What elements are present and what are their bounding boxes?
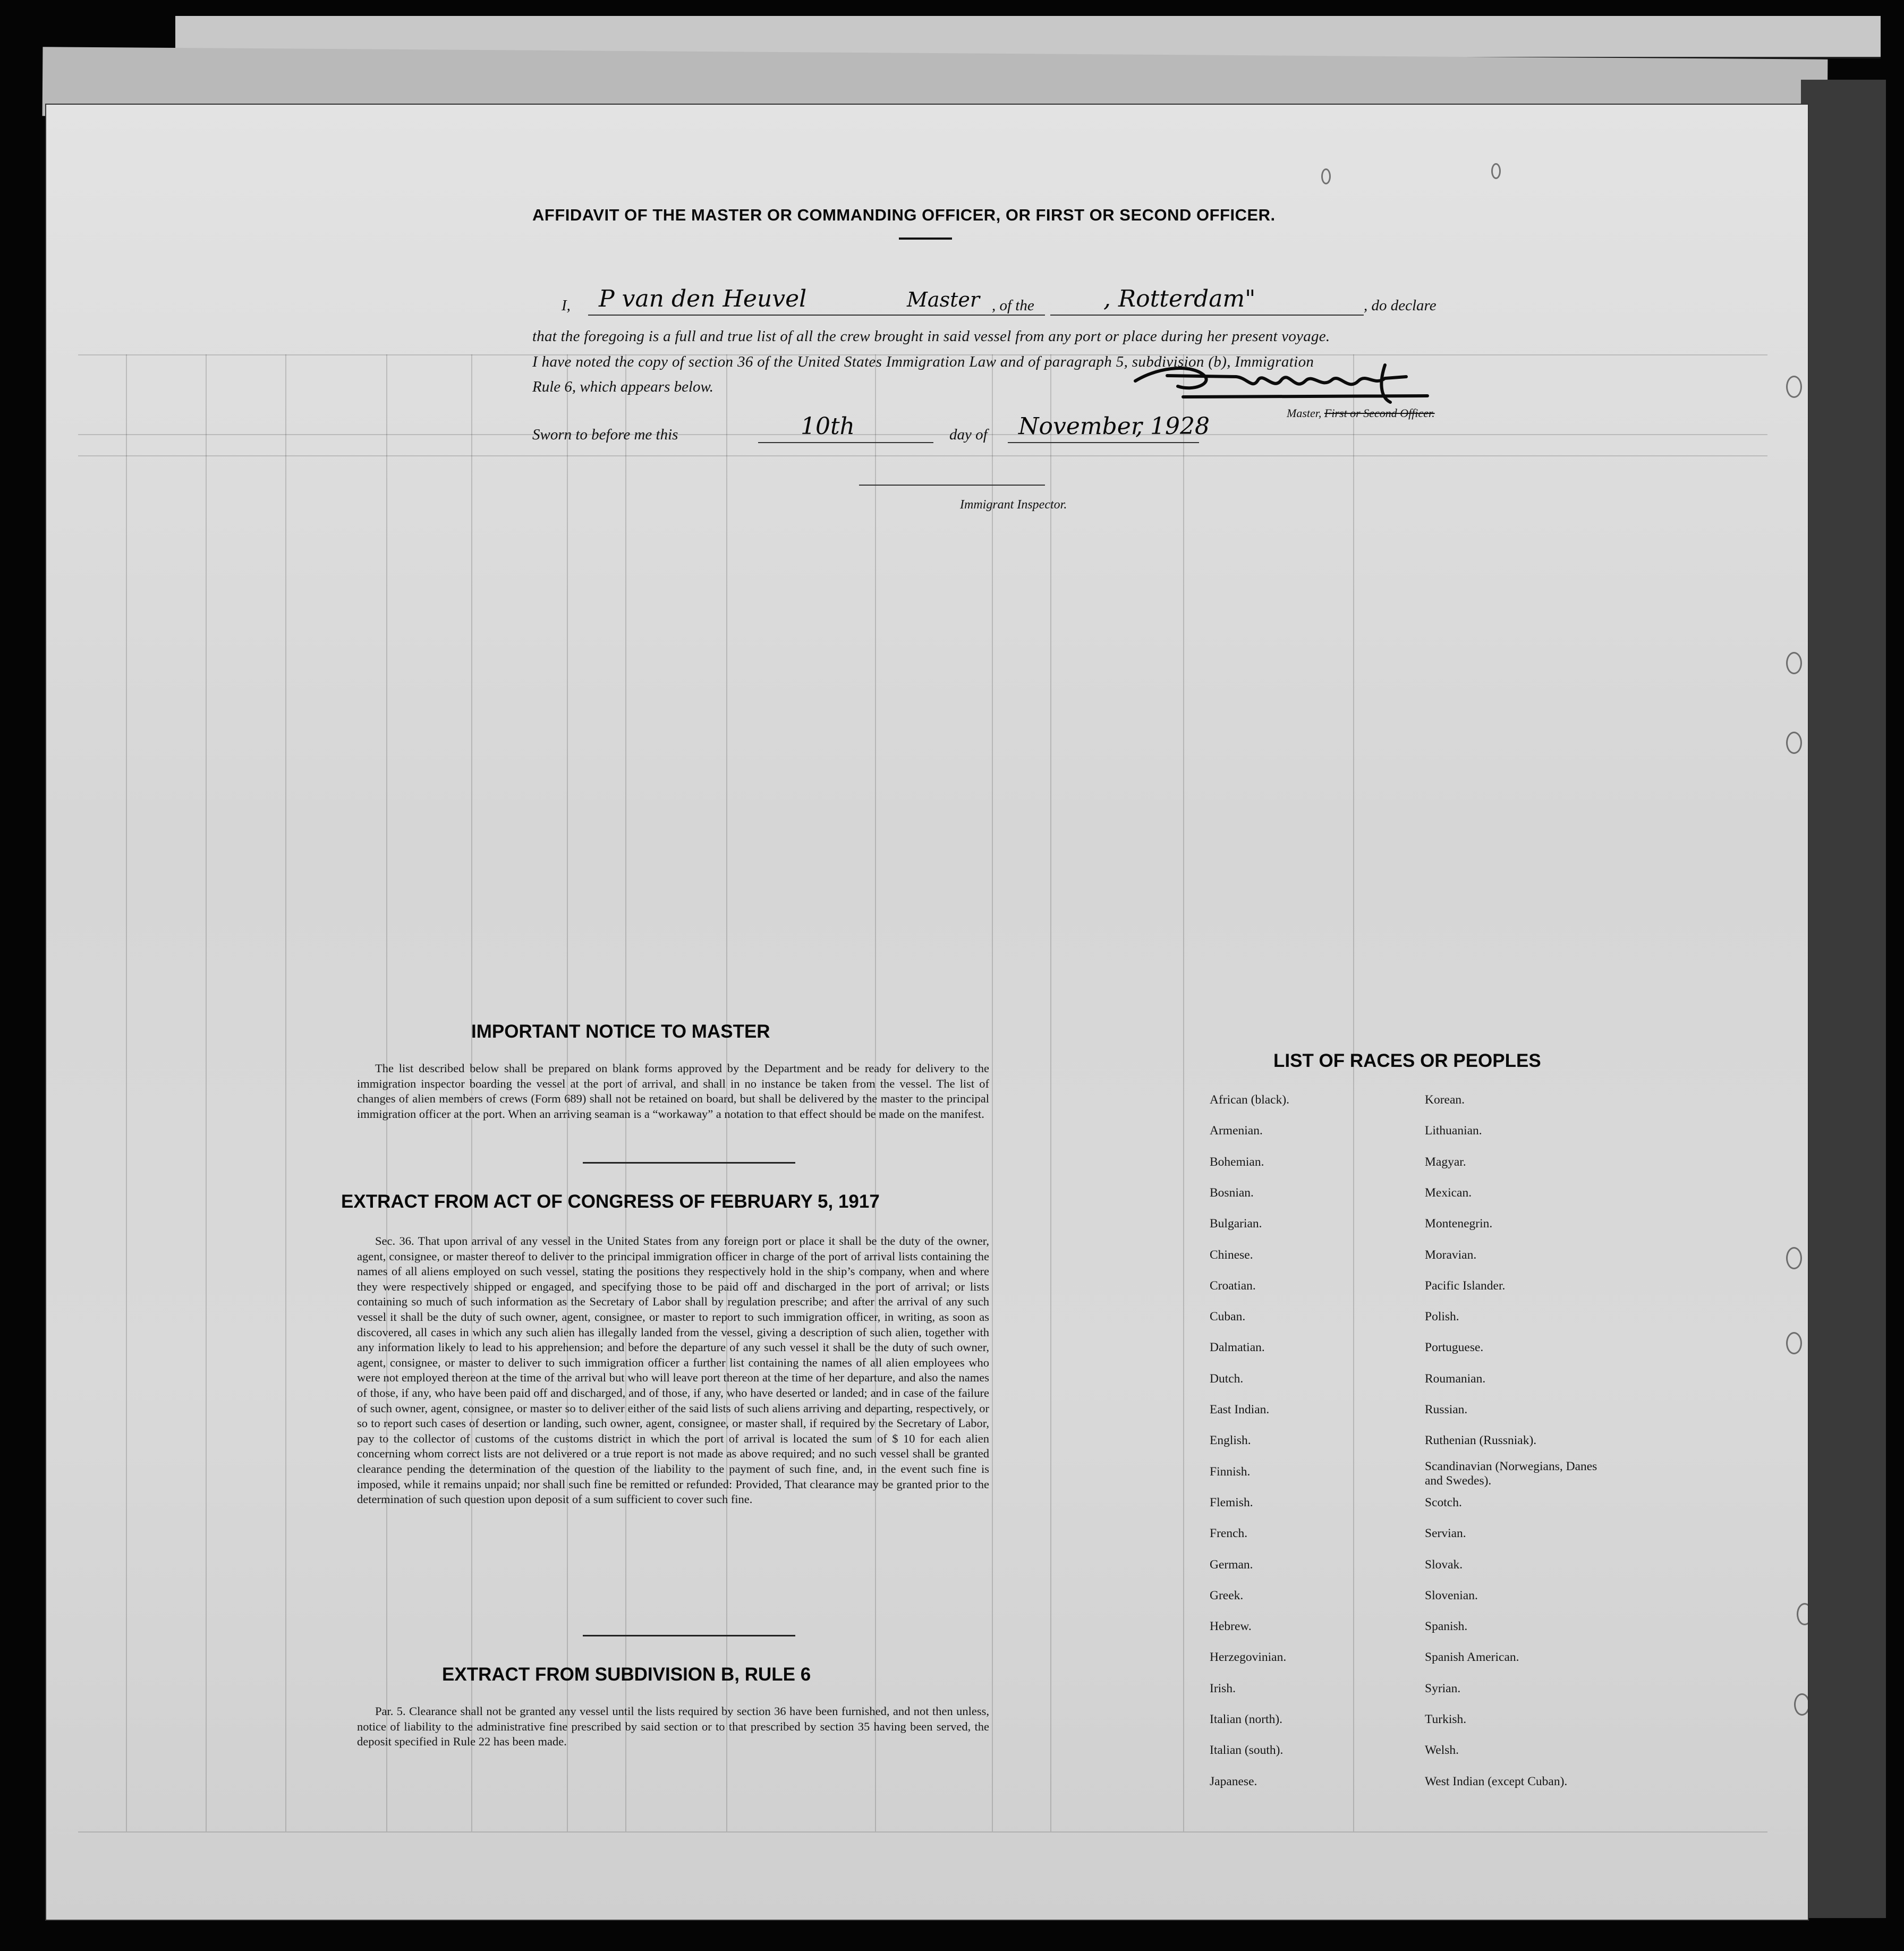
- punch-hole: [1794, 1693, 1809, 1716]
- race-item: Servian.: [1425, 1526, 1466, 1541]
- race-item: Dutch.: [1210, 1371, 1244, 1386]
- punch-hole: [1491, 163, 1501, 179]
- signature-caption-struck: First or Second Officer.: [1324, 406, 1435, 420]
- affidavit-line-4: Rule 6, which appears below.: [532, 378, 713, 395]
- race-item: West Indian (except Cuban).: [1425, 1774, 1568, 1788]
- day-of-label: day of: [949, 426, 988, 443]
- rule-text: [357, 1704, 989, 1750]
- signature-caption: [1287, 406, 1435, 420]
- race-item: Armenian.: [1210, 1124, 1263, 1138]
- master-name: P van den Heuvel: [599, 285, 807, 312]
- race-item: Dalmatian.: [1210, 1341, 1265, 1355]
- race-item: Bosnian.: [1210, 1185, 1254, 1200]
- do-declare-label: , do declare: [1364, 297, 1436, 314]
- bleed-through-manifest: [46, 105, 1808, 1920]
- race-item: Greek.: [1210, 1588, 1244, 1602]
- race-item: Roumanian.: [1425, 1371, 1486, 1386]
- race-item: Syrian.: [1425, 1681, 1461, 1695]
- race-item: Bohemian.: [1210, 1155, 1264, 1169]
- race-item: Lithuanian.: [1425, 1124, 1482, 1138]
- vessel-name: , Rotterdam": [1103, 285, 1256, 312]
- affidavit-line-2: that the foregoing is a full and true list of all the crew brought in said vessel from any port or place during her present voyage.: [532, 328, 1330, 345]
- race-item: Korean.: [1425, 1093, 1465, 1107]
- race-item: Pacific Islander.: [1425, 1278, 1506, 1293]
- race-item: French.: [1210, 1526, 1248, 1541]
- affidavit-form-page: [45, 104, 1809, 1921]
- punch-hole: [1797, 1603, 1809, 1625]
- race-item: Scandinavian (Norwegians, Danes and Swedes).: [1425, 1459, 1597, 1488]
- master-name-line: [588, 315, 1045, 316]
- background-sheet-edge: [1801, 80, 1886, 1918]
- notice-body: The list described below shall be prepared on blank forms approved by the Department and be ready for delivery to the immigration inspector boarding the vessel at the port of arrival, and shall in no instance be taken from the vessel. The list of changes of alien members of crews (Form 689) shall not be retained on board, but shall be delivered by the master to the principal immigration officer at the port. When an arriving seaman is a “workaway” a notation to that effect should be made on the manifest.: [357, 1062, 989, 1121]
- punch-hole: [1786, 652, 1802, 674]
- race-item: Scotch.: [1425, 1495, 1462, 1509]
- race-item: Herzegovinian.: [1210, 1650, 1287, 1665]
- race-item: Cuban.: [1210, 1310, 1246, 1324]
- race-item: Magyar.: [1425, 1155, 1466, 1169]
- race-item: Italian (south).: [1210, 1743, 1284, 1758]
- race-item: Ruthenian (Russniak).: [1425, 1433, 1537, 1448]
- race-item: Slovak.: [1425, 1557, 1463, 1572]
- affidavit-title: AFFIDAVIT OF THE MASTER OR COMMANDING OFFICER, OR FIRST OR SECOND OFFICER.: [532, 206, 1276, 224]
- vessel-name-line: [1050, 315, 1364, 316]
- inspector-signature-line: [859, 485, 1045, 486]
- race-item: Welsh.: [1425, 1743, 1459, 1758]
- notice-text: [357, 1061, 989, 1122]
- race-item: Finnish.: [1210, 1464, 1251, 1479]
- act-text: [357, 1234, 989, 1507]
- race-item: Montenegrin.: [1425, 1217, 1493, 1231]
- notice-divider: [583, 1162, 795, 1164]
- affidavit-intro: I,: [562, 297, 571, 314]
- punch-hole: [1786, 376, 1802, 398]
- notice-title: IMPORTANT NOTICE TO MASTER: [471, 1021, 770, 1042]
- race-item: Chinese.: [1210, 1248, 1253, 1262]
- race-item: Bulgarian.: [1210, 1217, 1262, 1231]
- race-item: Slovenian.: [1425, 1588, 1478, 1602]
- race-item: Russian.: [1425, 1403, 1468, 1416]
- race-item: East Indian.: [1210, 1403, 1270, 1416]
- act-divider: [583, 1635, 795, 1636]
- act-title: EXTRACT FROM ACT OF CONGRESS OF FEBRUARY 5, 1917: [341, 1191, 880, 1212]
- race-item: Hebrew.: [1210, 1619, 1252, 1634]
- inspector-label: Immigrant Inspector.: [960, 498, 1067, 512]
- master-signature: [1130, 360, 1459, 408]
- race-item: Flemish.: [1210, 1495, 1253, 1509]
- race-item: Croatian.: [1210, 1278, 1256, 1293]
- sworn-month: November: [1018, 413, 1142, 440]
- race-item: Japanese.: [1210, 1774, 1257, 1788]
- race-item: Irish.: [1210, 1681, 1236, 1695]
- of-the-label: , of the: [992, 297, 1034, 314]
- race-item: Mexican.: [1425, 1185, 1472, 1200]
- race-item: Portuguese.: [1425, 1341, 1484, 1355]
- sworn-day-line: [758, 442, 933, 443]
- race-item: Spanish.: [1425, 1619, 1468, 1634]
- signature-caption-master: Master,: [1287, 406, 1322, 420]
- sworn-year: , 1928: [1135, 413, 1210, 440]
- punch-hole: [1786, 1332, 1802, 1354]
- master-rank: Master: [907, 288, 980, 311]
- race-item: Italian (north).: [1210, 1712, 1283, 1726]
- race-item: German.: [1210, 1557, 1253, 1572]
- rule-body: Par. 5. Clearance shall not be granted any vessel until the lists required by section 36 have been furnished, and not then unless, notice of liability to the administrative fine prescribed by said section or to that prescribed by section 35 having been served, the deposit specified in Rule 22 has been made.: [357, 1704, 989, 1749]
- act-body: Sec. 36. That upon arrival of any vessel in the United States from any foreign port or place it shall be the duty of the owner, agent, consignee, or master thereof to deliver to the principal immigration officer in charge of the port of arrival lists containing the names of all aliens employed on such vessel, stating the positions they respectively hold in the ship’s company, when and where they were respectively shipped or engaged, and specifying those to be paid off and discharged in the port of arrival; or lists containing so much of such information as the Secretary of Labor shall by regulation prescribe; and after the arrival of any such vessel it shall be the duty of such owner, agent, consignee, or master to report to such immigration officer, in writing, as soon as discovered, all cases in which any such alien has illegally landed from the vessel, giving a description of such alien, together with any information likely to lead to his apprehension; and before the departure of any such vessel it shall be the duty of such owner, agent, consignee, or master to deliver to such immigration officer a further list containing the names of all alien employees who were not employed thereon at the time of the arrival but who will leave port thereon at the time of her departure, and also the names of those, if any, who have been paid off and discharged, and of those, if any, who have deserted or landed; and in case of the failure of such owner, agent, consignee, or master so to deliver either of the said lists of such aliens arriving and departing, respectively, or so to report such cases of desertion or landing, such owner, agent, consignee, or master shall, if required by the Secretary of Labor, pay to the collector of customs of the customs district in which the port of arrival is located the sum of $ 10 for each alien concerning whom correct lists are not delivered or a true report is not made as above required; and no such vessel shall be granted clearance pending the determination of the question of the liability to the payment of such fine, and, in the event such fine is imposed, while it remains unpaid; nor shall such fine be remitted or refunded: Provided, That clearance may be granted prior to the determination of such question upon deposit of a sum sufficient to cover such fine.: [357, 1234, 989, 1506]
- race-item: Polish.: [1425, 1310, 1459, 1324]
- sworn-label: Sworn to before me this: [532, 426, 678, 443]
- race-item: Spanish American.: [1425, 1650, 1519, 1665]
- race-item: Moravian.: [1425, 1248, 1477, 1262]
- race-item: Turkish.: [1425, 1712, 1467, 1726]
- punch-hole: [1786, 1247, 1802, 1269]
- punch-hole: [1321, 168, 1331, 184]
- affidavit-line-3: I have noted the copy of section 36 of the United States Immigration Law and of paragraph 5, subdivision (b), Immigration: [532, 353, 1314, 370]
- punch-hole: [1786, 732, 1802, 754]
- race-item: African (black).: [1210, 1093, 1290, 1107]
- race-item: English.: [1210, 1433, 1251, 1448]
- title-divider: [899, 237, 952, 240]
- sworn-month-line: [1008, 442, 1199, 443]
- rule-title: EXTRACT FROM SUBDIVISION B, RULE 6: [442, 1664, 811, 1685]
- races-title: LIST OF RACES OR PEOPLES: [1273, 1050, 1541, 1071]
- sworn-day: 10th: [801, 413, 855, 440]
